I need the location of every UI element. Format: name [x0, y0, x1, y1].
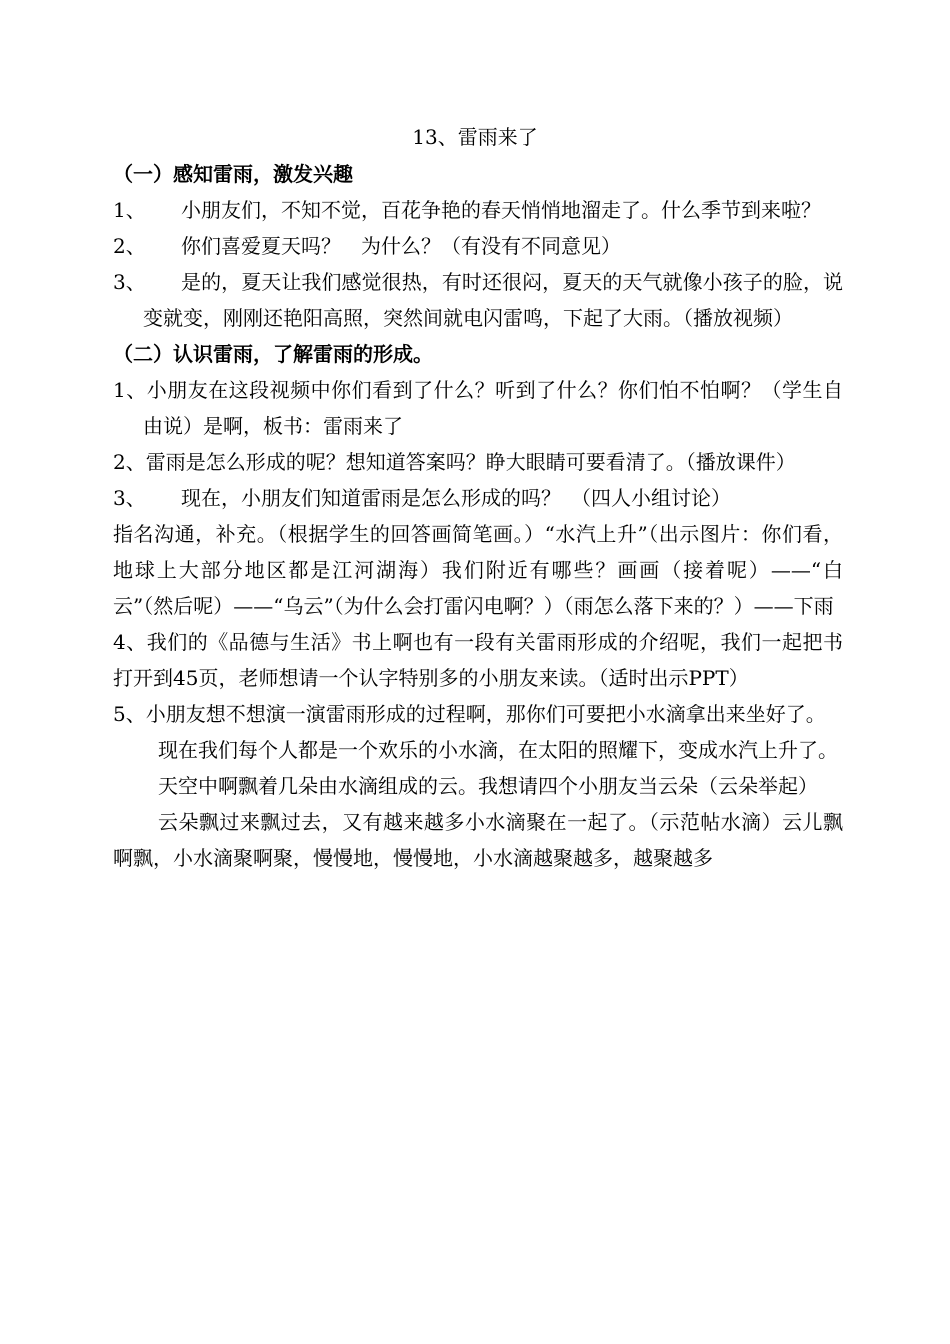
list-number: 2、 [113, 234, 146, 258]
list-number: 3、 [113, 486, 146, 510]
paragraph: 4、我们的《品德与生活》书上啊也有一段有关雷雨形成的介绍呢，我们一起把书打开到45页，老师想请一个认字特别多的小朋友来读。（适时出示PPT） [113, 630, 843, 690]
list-text: 小朋友们，不知不觉，百花争艳的春天悄悄地溜走了。什么季节到来啦？ [181, 198, 821, 222]
paragraph: 现在我们每个人都是一个欢乐的小水滴，在太阳的照耀下，变成水汽上升了。 [158, 738, 838, 762]
paragraph: 1、小朋友在这段视频中你们看到了什么？听到了什么？你们怕不怕啊？（学生自由说）是啊，板书：雷雨来了 [113, 378, 843, 438]
document-title: 13、雷雨来了 [412, 125, 538, 149]
paragraph: 5、小朋友想不想演一演雷雨形成的过程啊，那你们可要把小水滴拿出来坐好了。 [113, 702, 826, 726]
paragraph: 指名沟通，补充。（根据学生的回答画简笔画。）“水汽上升”（出示图片：你们看，地球上大部分地区都是江河湖海）我们附近有哪些？画画（接着呢）——“白云”（然后呢）——“乌云”（为什么会打雷闪电啊？）（雨怎么落下来的？）——下雨 [113, 522, 843, 618]
list-text: 你们喜爱夏天吗？ 为什么？（有没有不同意见） [181, 234, 621, 258]
list-number: 3、 [113, 270, 146, 294]
paragraph: 天空中啊飘着几朵由水滴组成的云。我想请四个小朋友当云朵（云朵举起） [158, 774, 818, 798]
list-text: 是的，夏天让我们感觉很热，有时还很闷，夏天的天气就像小孩子的脸，说变就变，刚刚还艳阳高照，突然间就电闪雷鸣，下起了大雨。（播放视频） [143, 270, 843, 330]
list-text: 现在，小朋友们知道雷雨是怎么形成的吗？ （四人小组讨论） [181, 486, 731, 510]
list-item [113, 228, 843, 264]
section-heading: （一）感知雷雨，激发兴趣 [113, 162, 353, 186]
paragraph: 2、雷雨是怎么形成的呢？想知道答案吗？睁大眼睛可要看清了。（播放课件） [113, 450, 796, 474]
list-item [113, 264, 843, 336]
paragraph: 云朵飘过来飘过去，又有越来越多小水滴聚在一起了。（示范帖水滴）云儿飘啊飘，小水滴聚啊聚，慢慢地，慢慢地，小水滴越聚越多，越聚越多 [113, 810, 843, 870]
list-item [113, 480, 843, 516]
list-item [113, 192, 843, 228]
section-heading: （二）认识雷雨，了解雷雨的形成。 [113, 342, 433, 366]
list-number: 1、 [113, 198, 146, 222]
document-body [113, 156, 843, 876]
